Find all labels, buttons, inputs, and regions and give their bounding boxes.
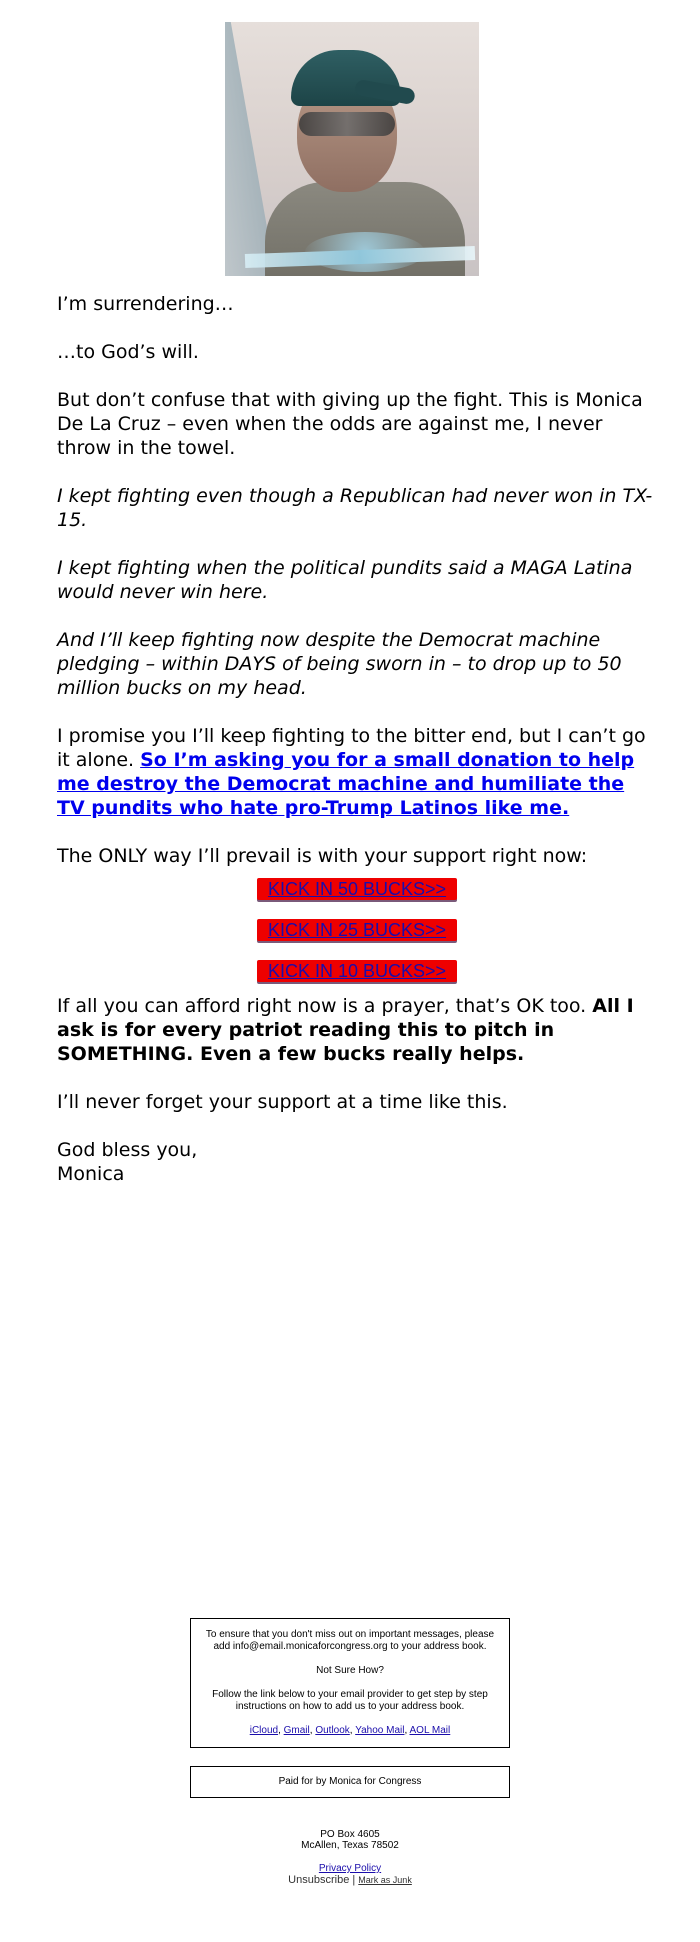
instructions-text: Follow the link below to your email provider to get step by step instructions on how to add us to your address book. <box>212 1689 488 1712</box>
paid-for-box <box>190 1766 510 1798</box>
unsubscribe-line <box>190 1875 510 1886</box>
not-sure-how: Not Sure How? <box>316 1665 384 1676</box>
paragraph-gods-will: …to God’s will. <box>57 341 199 363</box>
paragraph-surrendering: I’m surrendering… <box>57 293 234 315</box>
signature: Monica <box>57 1163 125 1185</box>
provider-link-yahoo[interactable]: Yahoo Mail <box>355 1725 405 1736</box>
unsubscribe-pipe: | <box>349 1874 359 1886</box>
provider-link-gmail[interactable]: Gmail <box>283 1725 310 1736</box>
paragraph-maga-latina: I kept fighting when the political pundits said a MAGA Latina would never win here. <box>57 557 633 603</box>
mailing-address <box>190 1829 510 1886</box>
header-photo <box>225 22 479 276</box>
provider-links <box>205 1725 495 1737</box>
donation-link[interactable]: So I’m asking you for a small donation to help me destroy the Democrat machine and humiliate the TV pundits who hate pro-Trump Latinos like me. <box>57 749 635 819</box>
donation-ask-text: I promise you I’ll keep fighting to the bitter end, but I can’t go it alone. <box>57 725 646 771</box>
provider-separator: , <box>309 1725 316 1736</box>
donate-10-button[interactable]: KICK IN 10 BUCKS>> <box>257 960 457 982</box>
provider-separator: , <box>278 1725 284 1736</box>
address-line-1: PO Box 4605 <box>320 1829 380 1840</box>
donate-50-button[interactable]: KICK IN 50 BUCKS>> <box>257 878 457 900</box>
paragraph-tx15: I kept fighting even though a Republican had never won in TX-15. <box>57 485 653 531</box>
letter-body <box>57 292 657 1210</box>
photo-sunglasses <box>299 112 395 136</box>
address-line-2: McAllen, Texas 78502 <box>301 1840 399 1851</box>
donate-buttons <box>57 878 657 982</box>
paragraph-never-forget: I’ll never forget your support at a time like this. <box>57 1091 508 1113</box>
paragraph-prayer <box>57 994 657 1066</box>
paragraph-donation-ask <box>57 724 657 820</box>
prayer-text: If all you can afford right now is a prayer, that’s OK too. <box>57 995 593 1017</box>
provider-link-icloud[interactable]: iCloud <box>249 1725 279 1736</box>
mark-as-junk-link[interactable]: Mark as Junk <box>358 1875 412 1885</box>
paragraph-fight: But don’t confuse that with giving up the fight. This is Monica De La Cruz – even when the odds are against me, I never throw in the towel. <box>57 389 643 459</box>
paid-for-text: Paid for by Monica for Congress <box>278 1776 422 1787</box>
prayer-bold-text: All I ask is for every patriot reading this to pitch in SOMETHING. Even a few bucks really helps. <box>57 995 634 1065</box>
provider-link-aol[interactable]: AOL Mail <box>409 1725 451 1736</box>
signoff: God bless you, <box>57 1139 198 1161</box>
signoff-block <box>57 1138 657 1186</box>
unsubscribe-text: Unsubscribe <box>288 1874 350 1886</box>
address-book-text: To ensure that you don't miss out on important messages, please add info@email.monicaforcongress.org to your address book. <box>205 1629 495 1652</box>
provider-separator: , <box>349 1725 356 1736</box>
privacy-policy-link[interactable]: Privacy Policy <box>318 1863 382 1874</box>
paragraph-only-way: The ONLY way I’ll prevail is with your support right now: <box>57 845 588 867</box>
paragraph-democrat-machine: And I’ll keep fighting now despite the Democrat machine pledging – within DAYS of being sworn in – to drop up to 50 million bucks on my head. <box>57 629 622 699</box>
provider-link-outlook[interactable]: Outlook <box>315 1725 350 1736</box>
provider-separator: , <box>404 1725 410 1736</box>
address-book-notice <box>190 1618 510 1748</box>
donate-25-button[interactable]: KICK IN 25 BUCKS>> <box>257 919 457 941</box>
